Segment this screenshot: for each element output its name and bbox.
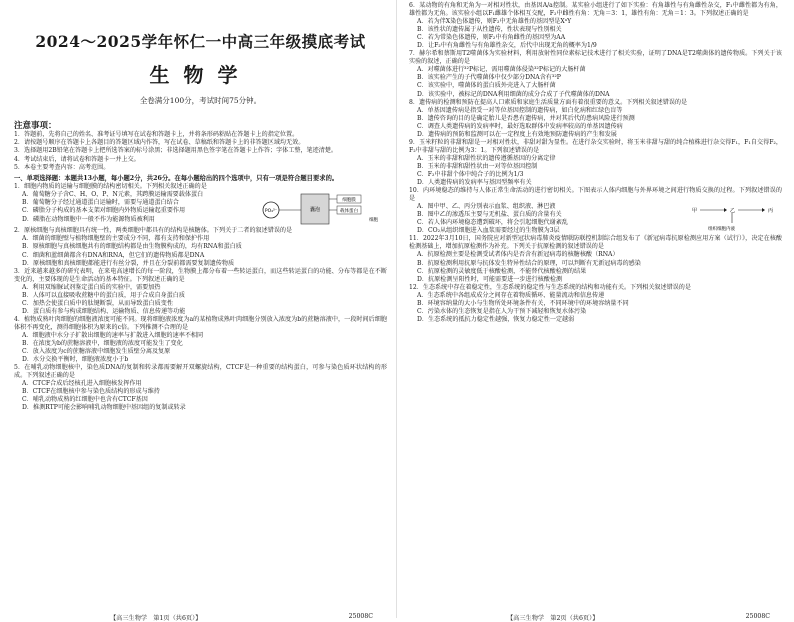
question-stem: 8．遗传病的检测和预防在提高人口素质和家庭生活质量方面有着很重要的意义。下列相关叙述错误的是	[409, 98, 688, 106]
question-4	[14, 316, 387, 364]
option-c: C．污染水体的生态恢复是指在人为干预下减轻和恢复水体污染	[417, 307, 587, 315]
option-b: B．该实验产生的子代噬菌体中仅少部分DNA含有³²P	[417, 74, 561, 82]
option-b: B．在浓度为b的蔗糖溶液中，细胞液的浓度可能发生了变化	[22, 340, 183, 348]
option-d: D．推测RTP可能会影响哺乳动物细胞中基因组的复制或转录	[22, 404, 186, 412]
option-b: B．葡萄糖分子经过通道蛋白运输时，需要与通道蛋白结合	[22, 199, 179, 207]
score-line: 全卷满分100分，考试时间75分钟。	[139, 96, 262, 105]
option-c: C．抗原检测的灵敏度低于核酸检测，不能替代核酸检测的结果	[417, 267, 587, 275]
option-c: C．若为常染色体遗传，则F₂中有角雌性的基因型为AA	[417, 34, 566, 42]
option-c: C．若人体内环境稳态遭到破坏，将会引起细胞代谢紊乱	[417, 219, 568, 227]
notice-item: 4．考试结束后，请将试卷和答题卡一并上交。	[14, 155, 140, 163]
option-a: A．细菌的细胞壁与植物细胞壁的主要成分不同，都有支持和保护作用	[22, 235, 210, 243]
option-c: C．F₂中非甜个体中纯合子的比例为1/3	[417, 170, 524, 178]
option-b: B．环境容纳量的大小与生物所处环境条件有关，不同环境中的环境容纳量不同	[417, 299, 629, 307]
option-d: D．遗传病的预防和监测可以在一定程度上有效地预防遗传病的产生和发展	[417, 130, 617, 138]
question-stem: 7．赫尔希和蔡斯用T2噬菌体为实验材料，利用放射性同位素标记技术进行了相关实验，证明了DNA是T2噬菌体的遗传物质。下列关于该实验的叙述，正确的是	[409, 50, 782, 66]
question-6	[409, 2, 782, 50]
notice-item: 1．答题前，先将自己的姓名、准考证号填写在试卷和答题卡上，并将条形码粘贴在答题卡上的指定位置。	[14, 131, 299, 138]
option-b: B．CTCF在细胞核中参与染色质结构的形成与维持	[22, 388, 160, 396]
question-stem: 12．生态系统中存在着稳定性，生态系统的稳定性与生态系统的结构和功能有关。下列相关叙述错误的是	[409, 283, 691, 291]
notice-item: 2．请按题号顺序在答题卡上各题目的答题区域内作答，写在试卷、草稿纸和答题卡上的非答题区域均无效。	[14, 139, 305, 147]
option-d: D．让F₂中有角雌性与有角雄性杂交，后代中出现无角的概率为1/9	[417, 42, 597, 50]
option-c: C．哺乳动物成熟的红细胞中也含有CTCF基因	[22, 396, 148, 404]
question-2	[14, 227, 387, 267]
question-3	[14, 268, 387, 316]
figure-label-cell-fluid: 组织细胞内液	[708, 227, 735, 233]
footer-code: 25008C	[745, 613, 770, 620]
option-a: A．玉米的非甜和甜性状的遗传遵循基因的分离定律	[417, 154, 556, 162]
question-5	[14, 364, 387, 412]
option-a: A．葡萄糖分子含C、H、O、P、N元素，其跨膜运输需要载体蛋白	[22, 191, 204, 199]
question-stem: 11．2022年3月10日，国务院应对新型冠状病毒肺炎疫情联防联控机制综合组发布了《新冠病毒抗原检测应用方案（试行）》，决定在核酸检测基础上，增加抗原检测作为补充。下列关于抗原检测的叙述错误的是	[409, 235, 782, 251]
figure-label-carrier: 载体蛋白	[340, 209, 358, 215]
option-b: B．遗传咨询的目的是确定胎儿是否患有遗传病，并对其后代的患病风险进行预测	[417, 114, 635, 122]
option-b: B．该性状的遗传属于从性遗传，性状表现与性别相关	[417, 26, 562, 34]
question-stem: 10．内环境稳态的维持与人体正常生命活动的进行密切相关。下图表示人体内细胞与外界环境之间进行物质交换的过程。下列叙述错误的是	[409, 187, 782, 203]
figure-label-c: 丙	[768, 208, 774, 215]
option-a: A．CTCF合成后经核孔进入细胞核发挥作用	[22, 380, 142, 388]
option-b: B．抗原检测利用抗原与抗体发生特异性结合的原理，可以判断有无新冠病毒的感染	[417, 259, 641, 267]
figure-label-po4: PO₄³⁻	[264, 209, 278, 215]
option-c: C．加热会使蛋白质中的肽键断裂，从而导致蛋白质变性	[22, 299, 173, 307]
question-stem: 4．植物成熟叶肉细胞的细胞液浓度可能不同。现将细胞液浓度为a的某植物成熟叶肉细胞分别放入浓度为b的蔗糖溶液中，一段时间后细胞体积不再变化，测得细胞体积为原来的c倍。下列推测不合理的是	[14, 315, 387, 331]
footer-page-label: 【高三生物学 第1页（共6页）】	[110, 615, 202, 622]
question-9	[409, 139, 782, 187]
option-b: B．图中乙的渗透压主要与无机盐、蛋白质的含量有关	[417, 211, 562, 219]
question-12	[409, 284, 782, 324]
option-d: D．抗原检测呈阳性时，可能需要进一步进行核酸检测	[417, 275, 563, 283]
figure-label-b: 乙	[730, 208, 736, 215]
footer-code: 25008C	[348, 613, 373, 620]
option-d: D．蛋白质有参与构成细胞结构、运输物质、信息传递等功能	[22, 307, 186, 315]
option-d: D．生态系统的抵抗力稳定性越强，恢复力稳定性一定越弱	[417, 315, 575, 323]
option-b: B．人体可以直接吸收蔗糖中的蛋白质，用于合成自身蛋白质	[22, 291, 185, 299]
figure-label-a: 甲	[692, 208, 698, 215]
option-b: B．原核细胞与真核细胞共有的细胞结构都是由生物膜构成的，均有RNA和蛋白质	[22, 243, 242, 251]
question-stem: 6．某动物的有角和无角为一对相对性状，由基因A/a控制。某实验小组进行了如下实验：有角雄性与有角雌性杂交，F₁中雌性都为有角，雄性都为无角。该实验小组以F₁雌雄个体相互交配，F₂中雌性有角：无角＝3：1，雄性有角：无角＝1：3。下列叙述正确的是	[409, 2, 782, 18]
option-d: D．CO₂从组织细胞进入血浆需要经过的生物膜为3层	[417, 227, 560, 235]
question-8	[409, 99, 782, 139]
option-a: A．对噬菌体进行³²P标记，需用噬菌体侵染³²P标记的大肠杆菌	[417, 66, 586, 74]
membrane-transport-diagram	[259, 191, 387, 227]
option-a: A．单基因遗传病是指受一对等位基因控制的遗传病，如白化病和红绿色盲等	[417, 106, 623, 114]
option-a: A．图中甲、乙、丙分别表示血浆、组织液、淋巴液	[417, 203, 556, 211]
subject-title: 生物学	[149, 63, 252, 87]
option-b: B．玉米的非甜和甜性状由一对等位基因控制	[417, 162, 538, 170]
option-c: C．该实验中，噬菌体的蛋白质外壳进入了大肠杆菌	[417, 82, 556, 90]
question-stem: 3．近来越来越多的研究表明，在来电高速增长的每一阶段，生物膜上都分布着一些转运蛋白，而这些转运蛋白的功能、分布等都是在不断变化的，主要体现的是生命活动的基本特征。下列叙述正确的是	[14, 267, 387, 283]
option-d: D．人类遗传病的发病率与基因型频率有关	[417, 179, 532, 187]
question-stem: 2．原核细胞与真核细胞具有统一性，两类细胞中都具有的结构是核糖体。下列关于二者的叙述错误的是	[14, 227, 293, 235]
notice-list	[14, 131, 387, 172]
body-fluid-diagram	[686, 203, 782, 235]
notice-item: 3．选择题用2B铅笔在答题卡上把所选答案的标号涂黑；非选择题用黑色签字笔在答题卡上作答；字体工整，笔迹清楚。	[14, 147, 338, 155]
option-a: A．若为伴X染色体遗传，则F₂中无角雄性的基因型是XᵃY	[417, 18, 572, 26]
option-d: D．水分交换平衡时，细胞液浓度小于b	[22, 356, 129, 364]
footer-page-label: 【高三生物学 第2页（共6页）】	[507, 615, 599, 622]
question-7	[409, 50, 782, 98]
option-a: A．生态系统中各组成成分之间存在着物质循环、能量流动和信息传递	[417, 291, 605, 299]
question-stem: 9．玉米籽粒的非甜和甜是一对相对性状，非甜对甜为显性。在进行杂交实验时，将玉米非甜与甜的纯合植株进行杂交得F₁，F₁自交得F₂，F₂中非甜与甜的比例为3：1。下列叙述错误的是	[409, 138, 782, 154]
option-d: D．原核细胞和真核细胞都能进行有丝分裂，并且在分裂前都需要复制遗传物质	[22, 259, 235, 267]
option-d: D．该实验中，被标记的DNA利用细菌的成分合成了子代噬菌体的DNA	[417, 90, 610, 98]
option-a: A．利用双缩脲试剂鉴定蛋白质的实验中，需要加热	[22, 283, 161, 291]
option-a: A．细胞液中水分子扩散出细胞的速率与扩散进入细胞的速率不相同	[22, 331, 204, 339]
notice-item: 5．本卷主要考查内容：高考范围。	[14, 163, 110, 171]
figure-label-vesicle: 囊泡	[309, 207, 321, 214]
option-d: D．磷脂在动物细胞中一般不作为能源物质被利用	[22, 215, 155, 223]
option-c: C．放入浓度为c的蔗糖溶液中细胞发生质壁分离及复原	[22, 348, 171, 356]
notice-title: 注意事项：	[14, 121, 57, 131]
question-10	[409, 187, 782, 235]
option-a: A．抗原检测主要是检测受试者体内是否含有新冠病毒的核糖核酸（RNA）	[417, 251, 619, 259]
figure-label-cell: 细胞	[369, 218, 378, 224]
question-stem: 1．细胞内物质的运输与细胞膜的结构密切相关。下列相关叙述正确的是	[14, 183, 207, 191]
option-c: C．磷脂分子构成的基本支架对细胞内外物质运输起重要作用	[22, 207, 186, 215]
option-c: C．细菌和蓝细菌都含有DNA和RNA，但它们的遗传物质都是DNA	[22, 251, 205, 259]
section-heading: 一、单项选择题：本题共13小题，每小题2分，共26分。在每小题给出的四个选项中，只有一项是符合题目要求的。	[14, 175, 339, 183]
right-page	[397, 0, 794, 622]
question-stem: 5．在哺乳动物细胞核中，染色质DNA的复制和转录都需要解开双螺旋结构，CTCF是一种重要的结构蛋白，可参与染色质环状结构的形成。下列叙述正确的是	[14, 364, 387, 380]
question-11	[409, 235, 782, 283]
exam-title: 2024～2025学年怀仁一中高三年级摸底考试	[35, 32, 366, 51]
question-1	[14, 183, 387, 227]
figure-label-membrane: 细胞膜	[342, 198, 356, 204]
option-c: C．调查人类遗传病的发病率时，最好选取群体中发病率较高的单基因遗传病	[417, 122, 623, 130]
